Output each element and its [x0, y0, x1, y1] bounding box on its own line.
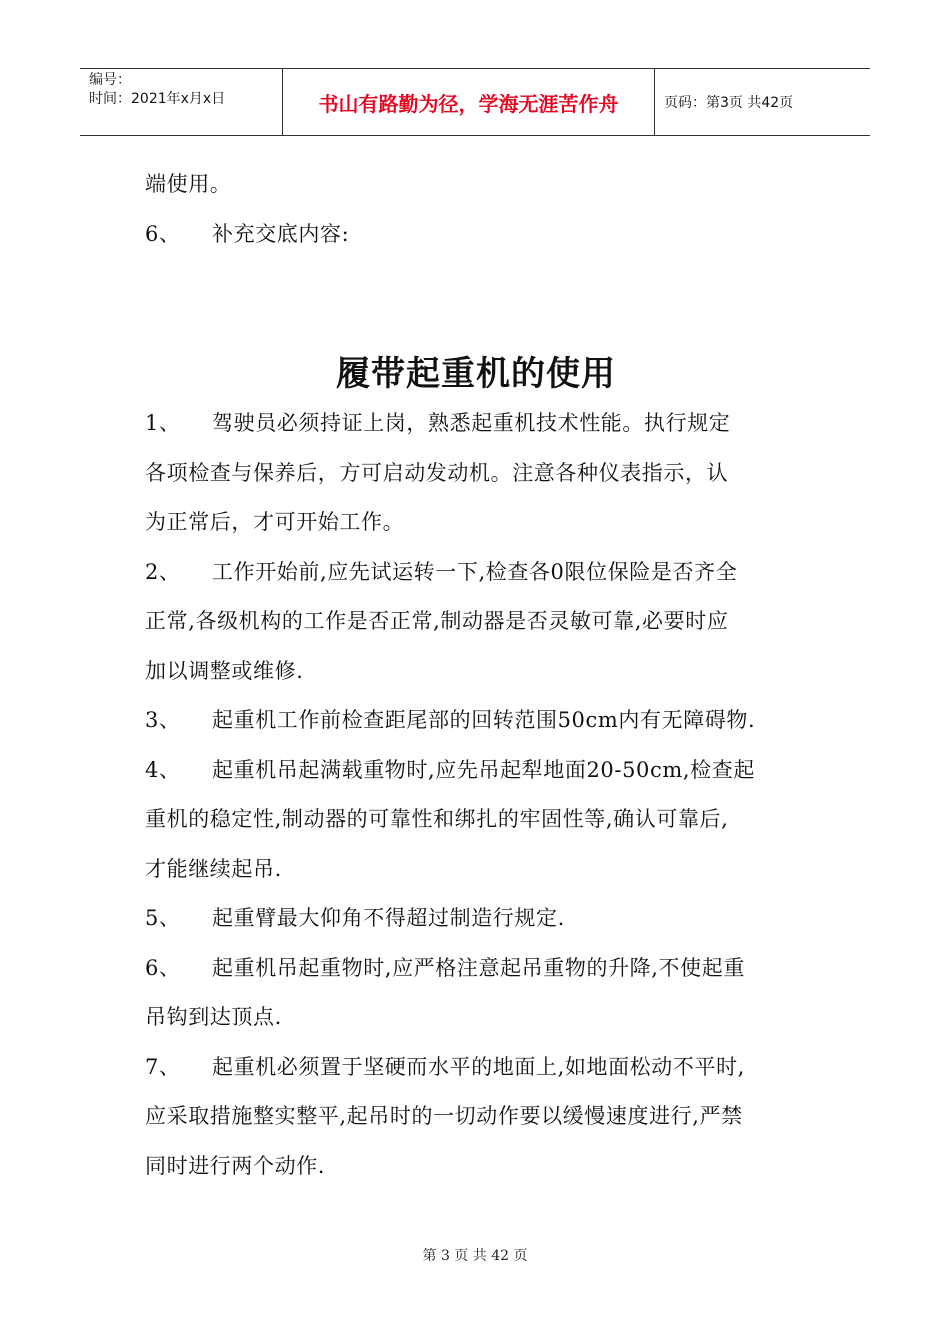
- list-item-line: [145, 993, 807, 1043]
- item-text: 为正常后，才可开始工作。: [145, 510, 405, 534]
- item-text: 起重机吊起重物时,应严格注意起吊重物的升降,不使起重: [212, 955, 745, 980]
- spacer: [145, 259, 807, 349]
- item-list: [145, 399, 807, 1191]
- item-text: 吊钩到达顶点.: [145, 1005, 282, 1029]
- item-number: 6、: [145, 955, 181, 980]
- item-text: 起重机必须置于坚硬而水平的地面上,如地面松动不平时,: [212, 1054, 745, 1079]
- item-number: 3、: [145, 708, 181, 732]
- item-text: 应采取措施整实整平,起吊时的一切动作要以缓慢速度进行,严禁: [145, 1104, 743, 1128]
- list-item-line: [145, 746, 807, 796]
- item-text: 各项检查与保养后，方可启动发动机。注意各种仪表指示，认: [145, 460, 729, 485]
- item-text: 驾驶员必须持证上岗，熟悉起重机技术性能。执行规定: [212, 411, 731, 435]
- list-item-line: [145, 597, 807, 647]
- list-item-line: [145, 647, 807, 697]
- section-title: 履带起重机的使用: [336, 354, 616, 394]
- list-item-line: [145, 1043, 807, 1093]
- item-text: 才能继续起吊.: [145, 856, 282, 881]
- list-item-line: [145, 498, 807, 548]
- list-item-line: [145, 944, 807, 994]
- document-body: [145, 160, 807, 1191]
- item-number: 7、: [145, 1054, 181, 1079]
- list-item-line: [145, 845, 807, 895]
- item-number: 4、: [145, 757, 181, 782]
- header-page-info: 页码：第3页 共42页: [664, 95, 794, 111]
- list-item-line: [145, 449, 807, 499]
- code-label: 编号：: [89, 72, 131, 88]
- item-text: 同时进行两个动作.: [145, 1153, 326, 1178]
- list-item-line: [145, 696, 807, 746]
- header-meta: [80, 69, 282, 135]
- item-text: 补充交底内容:: [212, 221, 350, 246]
- lead-line: 端使用。: [145, 172, 232, 196]
- list-item-line: [145, 795, 807, 845]
- item-text: 起重臂最大仰角不得超过制造行规定.: [212, 906, 565, 930]
- document-header: [80, 68, 870, 136]
- list-item-line: [145, 399, 807, 449]
- item-text: 起重机工作前检查距尾部的回转范围50cm内有无障碍物.: [212, 708, 756, 732]
- item-number: 2、: [145, 559, 181, 584]
- header-motto: 书山有路勤为径，学海无涯苦作舟: [282, 69, 655, 135]
- item-text: 加以调整或维修.: [145, 658, 304, 683]
- item-text: 重机的稳定性,制动器的可靠性和绑扎的牢固性等,确认可靠后,: [145, 807, 729, 831]
- list-item-line: [145, 894, 807, 944]
- item-text: 工作开始前,应先试运转一下,检查各0限位保险是否齐全: [212, 559, 738, 584]
- item-number: 1、: [145, 411, 181, 435]
- item-number: 6、: [145, 221, 181, 246]
- date-label: 时间：2021年x月x日: [89, 91, 226, 107]
- item-text: 起重机吊起满载重物时,应先吊起犁地面20-50cm,检查起: [212, 757, 755, 782]
- page-footer: 第 3 页 共 42 页: [422, 1248, 528, 1264]
- list-item-line: [145, 1142, 807, 1192]
- list-item-line: [145, 548, 807, 598]
- item-number: 5、: [145, 906, 181, 930]
- list-item: [145, 210, 807, 260]
- item-text: 正常,各级机构的工作是否正常,制动器是否灵敏可靠,必要时应: [145, 609, 729, 633]
- list-item-line: [145, 1092, 807, 1142]
